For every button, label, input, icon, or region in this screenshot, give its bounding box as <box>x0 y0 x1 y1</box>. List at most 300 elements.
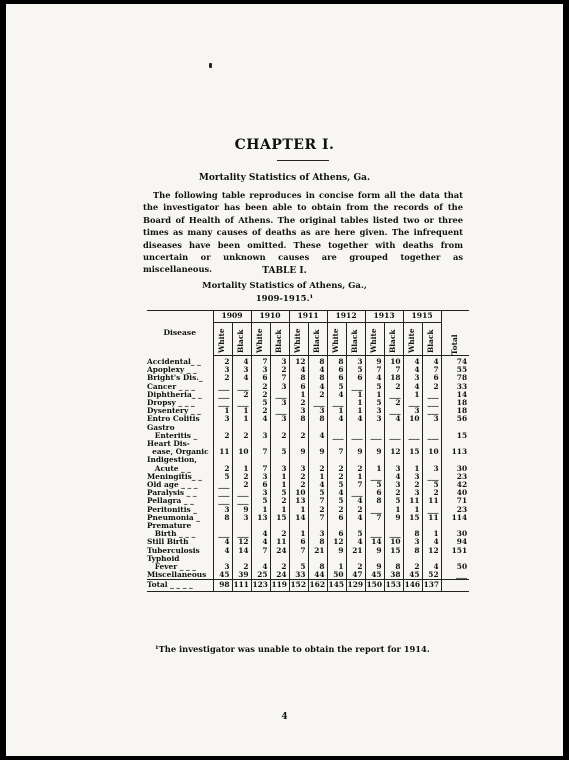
count-cell: 2 <box>384 489 403 497</box>
count-cell: 3 <box>365 407 384 415</box>
count-cell: 2 <box>270 432 289 440</box>
total-cell: 56 <box>441 415 469 423</box>
count-cell: 3 <box>403 489 422 497</box>
count-cell: 14 <box>232 547 251 555</box>
count-cell: 2 <box>289 432 308 440</box>
count-cell: 10 <box>384 356 403 367</box>
race-header-label: Black <box>236 329 246 353</box>
disease-name: Diphtheria_ _ <box>147 389 202 399</box>
total-cell: 33 <box>441 383 469 391</box>
total-header <box>441 311 469 356</box>
count-cell: 6 <box>327 366 346 374</box>
count-cell: 1 <box>384 506 403 514</box>
count-cell: 2 <box>213 374 232 382</box>
count-cell: ___ <box>422 407 441 415</box>
count-cell: 9 <box>365 547 384 555</box>
race-header <box>251 323 270 356</box>
count-cell: 129 <box>346 580 365 591</box>
intro-text: The following table reproduces in concise form all the data that the investigator has been able to obtain from the records of the Board of Health of Athens. The original tables listed two or three times as many causes of deaths as are here given. The infrequent diseases have been omitted. These together with deaths from uncertain or unknown causes are grouped together as miscellaneous. <box>143 190 463 275</box>
count-cell: 3 <box>403 538 422 546</box>
count-cell: 7 <box>251 448 270 456</box>
count-cell: 7 <box>251 356 270 367</box>
race-header <box>327 323 346 356</box>
count-cell: 3 <box>251 489 270 497</box>
year-header: 1913 <box>365 311 403 323</box>
count-cell: 1 <box>327 407 346 415</box>
count-cell: 47 <box>346 571 365 580</box>
count-cell: 2 <box>346 563 365 571</box>
disease-name: Pneumonia _ <box>147 512 200 522</box>
count-cell: 9 <box>308 448 327 456</box>
count-cell: 5 <box>422 481 441 489</box>
count-cell: 5 <box>251 497 270 505</box>
count-cell: 24 <box>270 571 289 580</box>
count-cell: 2 <box>232 563 251 571</box>
count-cell: 3 <box>403 374 422 382</box>
count-cell: 13 <box>251 514 270 522</box>
disease-name: Paralysis _ _ <box>147 488 197 498</box>
count-cell: 8 <box>327 356 346 367</box>
total-cell: 55 <box>441 366 469 374</box>
count-cell: 7 <box>346 481 365 489</box>
race-header-label: Black <box>350 329 360 353</box>
count-cell: 6 <box>327 374 346 382</box>
count-cell: 2 <box>327 506 346 514</box>
count-cell: ___ <box>346 383 365 391</box>
count-cell: ___ <box>384 432 403 440</box>
count-cell: 2 <box>327 473 346 481</box>
count-cell: 3 <box>232 514 251 522</box>
scanned-page <box>6 4 563 756</box>
count-cell: 150 <box>365 580 384 591</box>
race-header-label: White <box>217 328 227 353</box>
count-cell: 14 <box>289 514 308 522</box>
count-cell: ___ <box>308 399 327 407</box>
count-cell: 5 <box>327 497 346 505</box>
count-cell: 21 <box>346 547 365 555</box>
disease-header: Disease <box>147 311 213 356</box>
count-cell: 15 <box>270 514 289 522</box>
count-cell: 5 <box>213 473 232 481</box>
count-cell: 8 <box>289 374 308 382</box>
count-cell: 1 <box>270 506 289 514</box>
count-cell: 3 <box>346 356 365 367</box>
disease-name: Entro Colitis <box>147 414 200 424</box>
total-cell: ___ <box>441 571 469 580</box>
count-cell: 13 <box>289 497 308 505</box>
count-cell: 7 <box>308 497 327 505</box>
count-cell: 12 <box>289 356 308 367</box>
count-cell: 5 <box>365 399 384 407</box>
count-cell: ___ <box>232 489 251 497</box>
table-caption-years: 1909-1915.¹ <box>255 294 314 304</box>
count-cell: 3 <box>213 506 232 514</box>
count-cell: ___ <box>365 506 384 514</box>
count-cell: 24 <box>270 547 289 555</box>
count-cell: 111 <box>232 580 251 591</box>
count-cell: 25 <box>251 571 270 580</box>
footnote: ¹The investigator was unable to obtain the report for 1914. <box>155 644 430 654</box>
count-cell: 1 <box>403 506 422 514</box>
count-cell: 3 <box>213 366 232 374</box>
count-cell: 5 <box>327 383 346 391</box>
count-cell: 2 <box>308 465 327 473</box>
count-cell: 2 <box>346 465 365 473</box>
disease-name: Accidental_ _ <box>147 356 201 366</box>
count-cell: 7 <box>365 514 384 522</box>
count-cell: 1 <box>213 407 232 415</box>
total-cell: 74 <box>441 356 469 367</box>
race-header-label: White <box>255 328 265 353</box>
disease-name: Dropsy _ _ _ <box>147 398 195 408</box>
count-cell: 4 <box>346 514 365 522</box>
count-cell: 2 <box>213 356 232 367</box>
count-cell: 153 <box>384 580 403 591</box>
count-cell: 4 <box>251 538 270 546</box>
disease-name: Meningitis_ _ <box>147 471 202 481</box>
race-header-label: Black <box>426 329 436 353</box>
year-header: 1910 <box>251 311 289 323</box>
count-cell: ___ <box>365 530 384 538</box>
count-cell: 5 <box>270 489 289 497</box>
count-cell: 1 <box>251 506 270 514</box>
count-cell: 3 <box>289 465 308 473</box>
count-cell: ___ <box>346 432 365 440</box>
count-cell: 1 <box>346 391 365 399</box>
count-cell: 9 <box>232 506 251 514</box>
count-cell: 2 <box>308 506 327 514</box>
race-header <box>232 323 251 356</box>
count-cell: 4 <box>308 383 327 391</box>
disease-name: ease, Organic <box>147 447 209 457</box>
count-cell: 2 <box>289 481 308 489</box>
race-header <box>365 323 384 356</box>
count-cell: 1 <box>365 465 384 473</box>
table-row <box>147 415 469 423</box>
race-header-label: White <box>331 328 341 353</box>
count-cell: 7 <box>251 465 270 473</box>
count-cell: 2 <box>384 399 403 407</box>
table-title: TABLE I. <box>262 266 307 276</box>
count-cell: 8 <box>403 530 422 538</box>
count-cell: 3 <box>384 465 403 473</box>
count-cell: 12 <box>327 538 346 546</box>
count-cell: 1 <box>270 481 289 489</box>
count-cell: 12 <box>384 448 403 456</box>
count-cell: 5 <box>365 481 384 489</box>
count-cell: 12 <box>232 538 251 546</box>
count-cell: 4 <box>365 374 384 382</box>
count-cell: 1 <box>422 530 441 538</box>
count-cell: 12 <box>422 547 441 555</box>
count-cell: 45 <box>213 571 232 580</box>
disease-name: Miscellaneous <box>147 570 207 580</box>
count-cell: 4 <box>289 366 308 374</box>
count-cell: 21 <box>308 547 327 555</box>
count-cell: 146 <box>403 580 422 591</box>
total-cell: 30 <box>441 465 469 473</box>
count-cell: 6 <box>251 374 270 382</box>
count-cell: 3 <box>251 366 270 374</box>
count-cell: ___ <box>213 383 232 391</box>
disease-name: Heart Dis- <box>147 439 190 449</box>
count-cell: 1 <box>308 473 327 481</box>
total-cell <box>441 580 469 591</box>
count-cell: ___ <box>365 432 384 440</box>
count-cell: 4 <box>251 530 270 538</box>
count-cell: ___ <box>232 383 251 391</box>
count-cell: 5 <box>289 563 308 571</box>
race-header <box>308 323 327 356</box>
count-cell: 4 <box>403 356 422 367</box>
disease-name: Typhoid <box>147 553 180 563</box>
table-row <box>147 522 469 530</box>
count-cell: 9 <box>384 514 403 522</box>
count-cell: 2 <box>270 563 289 571</box>
count-cell: 8 <box>403 547 422 555</box>
count-cell: 2 <box>327 465 346 473</box>
count-cell: 1 <box>289 506 308 514</box>
count-cell: 4 <box>422 538 441 546</box>
count-cell: 10 <box>384 538 403 546</box>
count-cell: 6 <box>422 374 441 382</box>
total-cell: 94 <box>441 538 469 546</box>
count-cell: 2 <box>232 391 251 399</box>
count-cell: 2 <box>213 432 232 440</box>
count-cell: ___ <box>213 391 232 399</box>
race-header <box>346 323 365 356</box>
count-cell: 7 <box>270 374 289 382</box>
count-cell: 3 <box>365 415 384 423</box>
count-cell: 6 <box>327 530 346 538</box>
count-cell: 11 <box>270 538 289 546</box>
race-header <box>384 323 403 356</box>
table-row <box>147 432 469 440</box>
total-cell: 18 <box>441 399 469 407</box>
count-cell: 3 <box>308 407 327 415</box>
count-cell: 2 <box>232 432 251 440</box>
count-cell: 119 <box>270 580 289 591</box>
race-header-label: White <box>293 328 303 353</box>
count-cell: 1 <box>232 415 251 423</box>
count-cell: 4 <box>213 538 232 546</box>
race-header-label: White <box>407 328 417 353</box>
count-cell: 3 <box>213 563 232 571</box>
count-cell: 8 <box>289 415 308 423</box>
count-cell: 1 <box>403 391 422 399</box>
disease-name: Tuberculosis <box>147 545 200 555</box>
count-cell: 3 <box>289 407 308 415</box>
disease-name: Cancer _ _ _ <box>147 381 195 391</box>
count-cell: ___ <box>422 391 441 399</box>
count-cell: 6 <box>327 514 346 522</box>
table-row <box>147 489 469 497</box>
count-cell: 11 <box>213 448 232 456</box>
count-cell: 98 <box>213 580 232 591</box>
year-header: 1915 <box>403 311 441 323</box>
count-cell: 11 <box>422 497 441 505</box>
count-cell: 5 <box>384 497 403 505</box>
count-cell: 8 <box>308 415 327 423</box>
count-cell: 2 <box>422 489 441 497</box>
count-cell: 11 <box>403 497 422 505</box>
count-cell: 2 <box>289 399 308 407</box>
count-cell: 3 <box>270 399 289 407</box>
count-cell: 4 <box>251 415 270 423</box>
count-cell: 2 <box>270 530 289 538</box>
count-cell: 1 <box>403 465 422 473</box>
count-cell: 2 <box>403 481 422 489</box>
count-cell: 39 <box>232 571 251 580</box>
table-row <box>147 514 469 522</box>
count-cell: 4 <box>384 473 403 481</box>
year-header: 1909 <box>213 311 251 323</box>
count-cell: ___ <box>213 497 232 505</box>
count-cell: 4 <box>346 497 365 505</box>
count-cell: 5 <box>251 399 270 407</box>
count-cell: 9 <box>365 356 384 367</box>
count-cell: 10 <box>232 448 251 456</box>
count-cell: 4 <box>308 432 327 440</box>
count-cell: 9 <box>365 563 384 571</box>
table-row <box>147 391 469 399</box>
count-cell: 1 <box>289 530 308 538</box>
total-cell: 18 <box>441 407 469 415</box>
count-cell: 45 <box>403 571 422 580</box>
count-cell: 52 <box>422 571 441 580</box>
race-header <box>403 323 422 356</box>
count-cell: 3 <box>384 481 403 489</box>
total-cell: 71 <box>441 497 469 505</box>
count-cell: 7 <box>365 366 384 374</box>
year-header-row <box>147 311 469 323</box>
count-cell: 4 <box>327 391 346 399</box>
count-cell: 1 <box>270 473 289 481</box>
total-cell: 113 <box>441 448 469 456</box>
count-cell: 137 <box>422 580 441 591</box>
total-cell: 23 <box>441 473 469 481</box>
count-cell: 5 <box>346 366 365 374</box>
count-cell: 7 <box>289 547 308 555</box>
count-cell: 9 <box>327 547 346 555</box>
count-cell: 4 <box>232 356 251 367</box>
disease-name: Enteritis _ <box>147 430 198 440</box>
count-cell: 3 <box>270 383 289 391</box>
count-cell: ___ <box>213 481 232 489</box>
count-cell: 2 <box>289 473 308 481</box>
disease-name: Old age _ _ _ <box>147 480 198 490</box>
count-cell: 1 <box>346 407 365 415</box>
disease-name: Peritonitis _ <box>147 504 197 514</box>
total-cell: 15 <box>441 432 469 440</box>
count-cell: 1 <box>232 465 251 473</box>
count-cell: 3 <box>270 415 289 423</box>
race-header-label: Black <box>312 329 322 353</box>
count-cell: 6 <box>346 374 365 382</box>
disease-name: Apoplexy _ _ <box>147 365 197 375</box>
table-row <box>147 530 469 538</box>
count-cell: 5 <box>308 489 327 497</box>
count-cell: 9 <box>289 448 308 456</box>
count-cell: 14 <box>365 538 384 546</box>
count-cell: 10 <box>289 489 308 497</box>
race-header <box>270 323 289 356</box>
count-cell: ___ <box>232 497 251 505</box>
count-cell: 18 <box>384 374 403 382</box>
total-cell: 23 <box>441 506 469 514</box>
count-cell: 2 <box>251 407 270 415</box>
count-cell: ___ <box>213 489 232 497</box>
count-cell: 15 <box>403 448 422 456</box>
count-cell: 3 <box>403 407 422 415</box>
count-cell: 3 <box>422 415 441 423</box>
total-row <box>147 580 469 591</box>
count-cell: ___ <box>403 399 422 407</box>
total-cell: 151 <box>441 547 469 555</box>
count-cell: 8 <box>308 538 327 546</box>
count-cell: ___ <box>422 506 441 514</box>
count-cell: 2 <box>346 506 365 514</box>
count-cell: 7 <box>327 448 346 456</box>
count-cell: 9 <box>365 448 384 456</box>
race-header-label: White <box>369 328 379 353</box>
count-cell: 8 <box>308 563 327 571</box>
count-cell: 3 <box>270 465 289 473</box>
count-cell: 2 <box>270 497 289 505</box>
count-cell: 3 <box>422 465 441 473</box>
count-cell: 145 <box>327 580 346 591</box>
count-cell: 33 <box>289 571 308 580</box>
ink-mark <box>209 63 212 68</box>
count-cell: 2 <box>213 465 232 473</box>
count-cell: ___ <box>384 407 403 415</box>
table-row <box>147 374 469 382</box>
count-cell: 50 <box>327 571 346 580</box>
disease-name: Indigestion, <box>147 455 197 465</box>
count-cell: 2 <box>232 481 251 489</box>
mortality-table <box>147 310 469 592</box>
count-cell: ___ <box>270 391 289 399</box>
count-cell: 1 <box>346 399 365 407</box>
count-cell: ___ <box>422 432 441 440</box>
total-cell: 50 <box>441 563 469 571</box>
disease-name: Fever _ _ _ <box>147 562 196 572</box>
count-cell: 3 <box>251 473 270 481</box>
count-cell: 6 <box>251 481 270 489</box>
count-cell: 1 <box>346 473 365 481</box>
count-cell: 152 <box>289 580 308 591</box>
count-cell: ___ <box>384 391 403 399</box>
count-cell: 8 <box>308 356 327 367</box>
disease-name: Bright's Dis._ <box>147 373 203 383</box>
count-cell: 8 <box>384 563 403 571</box>
count-cell: ___ <box>346 489 365 497</box>
count-cell: 6 <box>289 538 308 546</box>
count-cell: 4 <box>327 415 346 423</box>
count-cell: ___ <box>213 530 232 538</box>
count-cell: 7 <box>308 514 327 522</box>
count-cell: 7 <box>422 366 441 374</box>
count-cell: 15 <box>384 547 403 555</box>
count-cell: 1 <box>327 563 346 571</box>
race-header <box>289 323 308 356</box>
count-cell: 3 <box>308 530 327 538</box>
disease-name: Dysentery _ _ <box>147 406 201 416</box>
count-cell: ___ <box>403 432 422 440</box>
count-cell: 3 <box>403 473 422 481</box>
page-number: 4 <box>281 712 288 722</box>
count-cell: 2 <box>384 383 403 391</box>
